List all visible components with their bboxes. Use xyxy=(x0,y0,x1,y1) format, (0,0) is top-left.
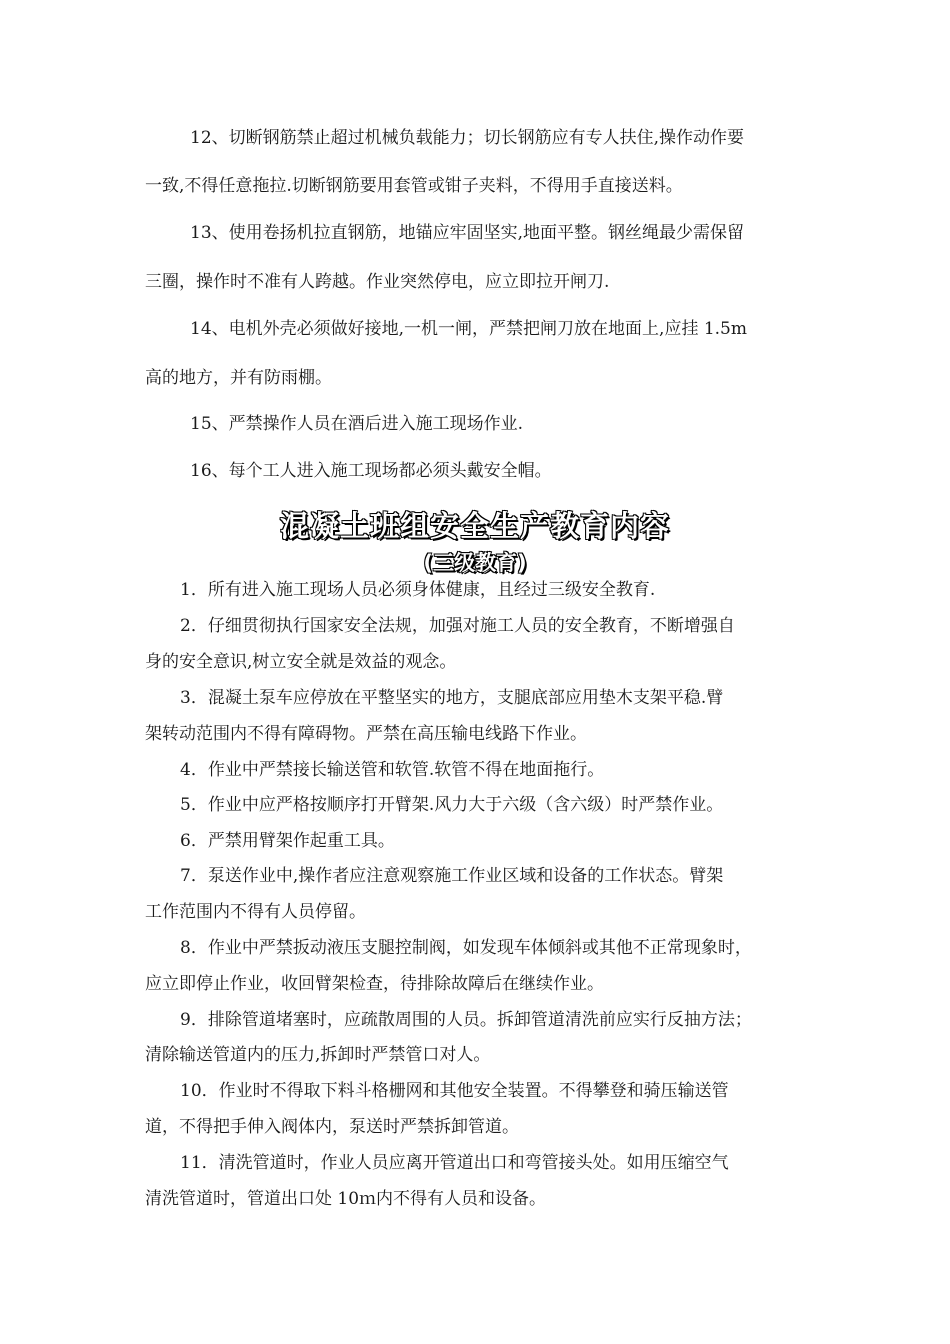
concrete-rule-11-line-1: 11．清洗管道时，作业人员应离开管道出口和弯管接头处。如用压缩空气 xyxy=(180,1153,729,1173)
concrete-rule-9-line-1: 9．排除管道堵塞时，应疏散周围的人员。拆卸管道清洗前应实行反抽方法； xyxy=(180,1010,752,1030)
section-title: 混凝土班组安全生产教育内容 xyxy=(279,509,670,543)
concrete-rule-3-line-2: 架转动范围内不得有障碍物。严禁在高压输电线路下作业。 xyxy=(145,724,587,744)
concrete-rule-8-line-2: 应立即停止作业，收回臂架检查，待排除故障后在继续作业。 xyxy=(145,974,604,994)
concrete-rule-7-line-2: 工作范围内不得有人员停留。 xyxy=(145,902,366,922)
rule-16: 16、每个工人进入施工现场都必须头戴安全帽。 xyxy=(190,461,552,481)
rule-14-line-1: 14、电机外壳必须做好接地,一机一闸，严禁把闸刀放在地面上,应挂 1.5m xyxy=(190,319,747,339)
concrete-rule-10-line-2: 道，不得把手伸入阀体内，泵送时严禁拆卸管道。 xyxy=(145,1117,519,1137)
concrete-rule-2-line-1: 2．仔细贯彻执行国家安全法规，加强对施工人员的安全教育，不断增强自 xyxy=(180,616,735,636)
rule-13-line-2: 三圈，操作时不准有人跨越。作业突然停电，应立即拉开闸刀. xyxy=(145,272,610,292)
concrete-rule-8-line-1: 8．作业中严禁扳动液压支腿控制阀，如发现车体倾斜或其他不正常现象时， xyxy=(180,938,752,958)
concrete-rule-1: 1．所有进入施工现场人员必须身体健康，且经过三级安全教育. xyxy=(180,580,656,600)
rule-15: 15、严禁操作人员在酒后进入施工现场作业. xyxy=(190,414,524,434)
concrete-rule-11-line-2: 清洗管道时，管道出口处 10ｍ内不得有人员和设备。 xyxy=(145,1189,547,1209)
concrete-rule-5: 5．作业中应严格按顺序打开臂架.风力大于六级（含六级）时严禁作业。 xyxy=(180,795,724,815)
concrete-rule-6: 6．严禁用臂架作起重工具。 xyxy=(180,831,395,851)
concrete-rule-10-line-1: 10．作业时不得取下料斗格栅网和其他安全装置。不得攀登和骑压输送管 xyxy=(180,1081,729,1101)
concrete-rule-3-line-1: 3．混凝土泵车应停放在平整坚实的地方，支腿底部应用垫木支架平稳.臂 xyxy=(180,688,724,708)
concrete-rule-7-line-1: 7．泵送作业中,操作者应注意观察施工作业区域和设备的工作状态。臂架 xyxy=(180,866,724,886)
rule-14-line-2: 高的地方，并有防雨棚。 xyxy=(145,368,332,388)
rule-12-line-2: 一致,不得任意拖拉.切断钢筋要用套管或钳子夹料，不得用手直接送料。 xyxy=(145,176,683,196)
concrete-rule-9-line-2: 清除输送管道内的压力,拆卸时严禁管口对人。 xyxy=(145,1045,491,1065)
rule-13-line-1: 13、使用卷扬机拉直钢筋，地锚应牢固坚实,地面平整。钢丝绳最少需保留 xyxy=(190,223,745,243)
concrete-rule-4: 4．作业中严禁接长输送管和软管.软管不得在地面拖行。 xyxy=(180,760,605,780)
concrete-rule-2-line-2: 身的安全意识,树立安全就是效益的观念。 xyxy=(145,652,457,672)
section-subtitle: (三级教育) xyxy=(423,551,527,575)
rule-12-line-1: 12、切断钢筋禁止超过机械负载能力；切长钢筋应有专人扶住,操作动作要 xyxy=(190,128,745,148)
